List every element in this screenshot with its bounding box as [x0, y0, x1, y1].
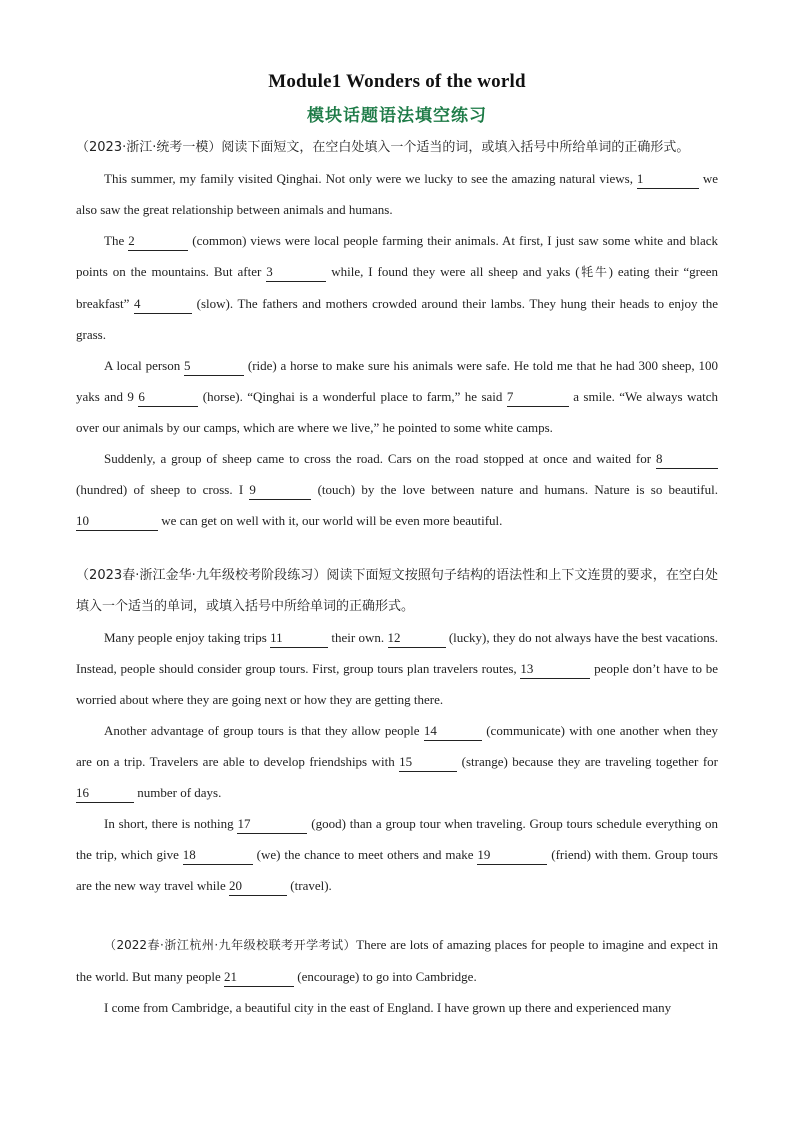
blank-13[interactable]: 13	[520, 660, 590, 679]
section1-paragraph-3: A local person 5 (ride) a horse to make sure his animals were safe. He told me that he had 300 sheep, 100 yaks and 9 6 (horse). “Qinghai is a wonderful place to farm,” he said 7 a smile. “We always watch over our animals by our camps, which are where we live,” he pointed to some white camps.	[76, 358, 718, 435]
blank-14[interactable]: 14	[424, 722, 482, 741]
section2-paragraph-3: In short, there is nothing 17 (good) than a group tour when traveling. Group tours schedule everything on the trip, which give 18 (we) the chance to meet others and make 19 (friend) with them. Group tours are the new way travel while 20 (travel).	[76, 808, 718, 901]
blank-20[interactable]: 20	[229, 877, 287, 896]
blank-7[interactable]: 7	[507, 388, 569, 407]
blank-16[interactable]: 16	[76, 784, 134, 803]
blank-1[interactable]: 1	[637, 170, 699, 189]
section-gap	[76, 901, 718, 929]
section2-paragraph-1: Many people enjoy taking trips 11 their own. 12 (lucky), they do not always have the best vacations. Instead, people should consider group tours. First, group tours plan travelers routes, 13 people don’t have to be worried about where they are going next or how they are getting there.	[76, 630, 718, 707]
page-title: Module1 Wonders of the world	[268, 71, 526, 92]
blank-8[interactable]: 8	[656, 450, 718, 469]
section1-source: （2023·浙江·统考一模）阅读下面短文，在空白处填入一个适当的词，或填入括号中所给单词的正确形式。	[76, 140, 690, 155]
blank-2[interactable]: 2	[128, 232, 188, 251]
section1-paragraph-1: This summer, my family visited Qinghai. Not only were we lucky to see the amazing natural views, 1 we also saw the great relationship between animals and humans.	[76, 171, 718, 217]
section1-paragraph-4: Suddenly, a group of sheep came to cross the road. Cars on the road stopped at once and waited for 8 (hundred) of sheep to cross. I 9 (touch) by the love between nature and humans. Nature is so beautiful. 10 we can get on well with it, our world will be even more beautiful.	[76, 443, 718, 536]
blank-6[interactable]: 6	[138, 388, 198, 407]
section-gap	[76, 536, 718, 556]
blank-5[interactable]: 5	[184, 357, 244, 376]
blank-19[interactable]: 19	[477, 846, 547, 865]
section3-source: （2022春·浙江杭州·九年级校联考开学考试）	[104, 938, 357, 952]
page-subtitle: 模块话题语法填空练习	[307, 106, 487, 126]
blank-17[interactable]: 17	[237, 815, 307, 834]
blank-11[interactable]: 11	[270, 629, 328, 648]
blank-18[interactable]: 18	[183, 846, 253, 865]
section2-paragraph-2: Another advantage of group tours is that they allow people 14 (communicate) with one another when they are on a trip. Travelers are able to develop friendships with 15 (strange) because they are traveling together for 16 number of days.	[76, 715, 718, 808]
blank-21[interactable]: 21	[224, 968, 294, 987]
section3-paragraph-1: I come from Cambridge, a beautiful city in the east of England. I have grown up there and experienced many	[104, 1000, 672, 1015]
blank-4[interactable]: 4	[134, 295, 192, 314]
blank-3[interactable]: 3	[266, 263, 326, 282]
blank-15[interactable]: 15	[399, 753, 457, 772]
blank-9[interactable]: 9	[249, 481, 311, 500]
blank-12[interactable]: 12	[388, 629, 446, 648]
section3-paragraph-intro: （2022春·浙江杭州·九年级校联考开学考试）There are lots of amazing places for people to imagine and expect in the world. But many people 21 (encourage) to go into Cambridge.	[76, 929, 718, 992]
section1-paragraph-2: The 2 (common) views were local people farming their animals. At first, I just saw some white and black points on the mountains. But after 3 while, I found they were all sheep and yaks (牦牛) eating their “green breakfast” 4 (slow). The fathers and mothers crowded around their lambs. They hung their heads to enjoy the grass.	[76, 233, 718, 342]
section2-source: （2023春·浙江金华·九年级校考阶段练习）阅读下面短文按照句子结构的语法性和上下文连贯的要求，在空白处填入一个适当的单词，或填入括号中所给单词的正确形式。	[76, 568, 718, 614]
blank-10[interactable]: 10	[76, 512, 158, 531]
